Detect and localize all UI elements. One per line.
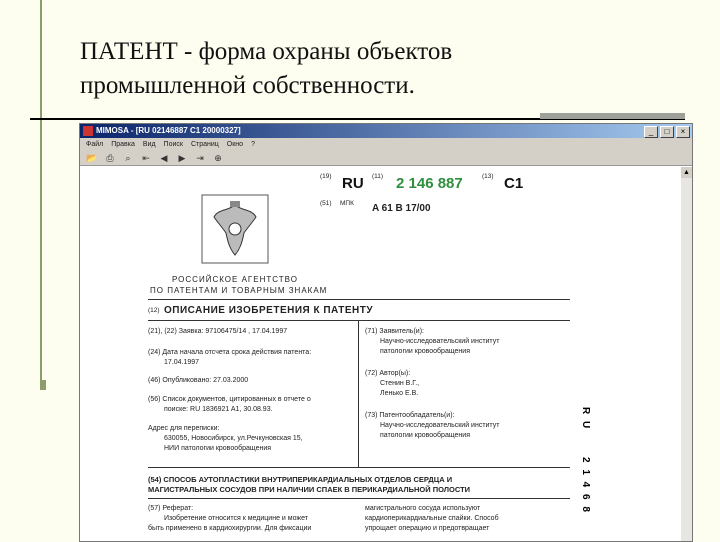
- divider: [148, 320, 570, 321]
- field-71-line1: Научно-исследовательский институт: [380, 338, 500, 345]
- patent-number: 2 146 887: [396, 175, 463, 192]
- next-page-icon[interactable]: ▶: [178, 152, 186, 163]
- agency-name-line1: РОССИЙСКОЕ АГЕНТСТВО: [172, 275, 298, 284]
- slide-left-margin: [0, 0, 40, 540]
- maximize-button[interactable]: □: [660, 126, 674, 138]
- field-71-line2: патологии кровообращения: [380, 348, 470, 355]
- field-57: (57) Реферат:: [148, 505, 194, 512]
- country-code: RU: [342, 175, 364, 192]
- menu-bar: [80, 138, 692, 150]
- field-56: (56) Список документов, цитированных в отчете о: [148, 396, 311, 403]
- title-underline-accent: [540, 113, 685, 119]
- zoom-icon[interactable]: ⊕: [214, 152, 222, 163]
- vertical-scrollbar[interactable]: [681, 167, 692, 541]
- address-line1: 630055, Новосибирск, ул.Речкуновская 15,: [164, 435, 303, 442]
- code-51: (51): [320, 200, 332, 207]
- window-titlebar[interactable]: [80, 124, 692, 138]
- menu-edit[interactable]: Правка: [111, 140, 135, 148]
- address-label: Адрес для переписки:: [148, 425, 220, 432]
- print-icon[interactable]: ⎙: [106, 152, 114, 163]
- abstract-left-line2: быть применено в кардиохирургии. Для фиксации: [148, 525, 312, 532]
- divider: [148, 498, 570, 499]
- close-button[interactable]: ×: [676, 126, 690, 138]
- document-heading: ОПИСАНИЕ ИЗОБРЕТЕНИЯ К ПАТЕНТУ: [164, 305, 374, 316]
- field-24: (24) Дата начала отсчета срока действия патента:: [148, 349, 312, 356]
- menu-help[interactable]: ?: [251, 140, 255, 148]
- classification: A 61 B 17/00: [372, 203, 431, 214]
- menu-pages[interactable]: Страниц: [190, 140, 219, 148]
- menu-file[interactable]: Файл: [86, 140, 104, 148]
- menu-view[interactable]: Вид: [142, 140, 156, 148]
- patent-document: [80, 167, 680, 541]
- code-13: (13): [482, 173, 494, 180]
- code-19: (19): [320, 173, 332, 180]
- field-24-date: 17.04.1997: [164, 359, 200, 366]
- mpk-label: МПК: [340, 200, 354, 207]
- field-21-22: (21), (22) Заявка: 97106475/14 , 17.04.1997: [148, 328, 288, 335]
- address-line2: НИИ патологии кровообращения: [164, 445, 272, 452]
- field-71: (71) Заявитель(и):: [365, 328, 424, 335]
- side-patent-number: 2 1 4 6 8: [580, 457, 591, 514]
- abstract-right-line1: магистрального сосуда используют: [365, 505, 481, 512]
- abstract-left-line1: Изобретение относится к медицине и может: [164, 515, 308, 522]
- menu-window[interactable]: Окно: [226, 140, 244, 148]
- field-72-author2: Ленько Е.В.: [380, 390, 419, 397]
- divider: [148, 299, 570, 300]
- toolbar: [80, 150, 692, 166]
- code-11: (11): [372, 173, 384, 180]
- menu-search[interactable]: Поиск: [163, 140, 183, 148]
- last-page-icon[interactable]: ⇥: [196, 152, 204, 163]
- first-page-icon[interactable]: ⇤: [142, 152, 150, 163]
- divider: [148, 467, 570, 468]
- field-54-line2: МАГИСТРАЛЬНЫХ СОСУДОВ ПРИ НАЛИЧИИ СПАЕК В ПЕРИКАРДИАЛЬНОЙ ПОЛОСТИ: [148, 485, 471, 494]
- coat-of-arms-emblem: [200, 193, 270, 265]
- field-54-line1: (54) СПОСОБ АУТОПЛАСТИКИ ВНУТРИПЕРИКАРДИАЛЬНЫХ ОТДЕЛОВ СЕРДЦА И: [148, 475, 453, 484]
- kind-code: C1: [504, 175, 524, 192]
- open-icon[interactable]: 📂: [86, 152, 98, 163]
- field-46: (46) Опубликовано: 27.03.2000: [148, 377, 249, 384]
- abstract-right-line2: кардиоперикардиальные спайки. Способ: [365, 515, 499, 522]
- agency-name-line2: ПО ПАТЕНТАМ И ТОВАРНЫМ ЗНАКАМ: [150, 286, 328, 295]
- search-icon[interactable]: ⌕: [125, 152, 131, 163]
- field-56-ref: поиске: RU 1836921 A1, 30.08.93.: [164, 406, 273, 413]
- field-73-line2: патологии кровообращения: [380, 432, 470, 439]
- slide-title-line1: ПАТЕНТ - форма охраны объектов: [80, 38, 453, 65]
- embedded-app-window: [79, 123, 693, 542]
- slide-title-line2: промышленной собственности.: [80, 72, 415, 99]
- scroll-up-icon[interactable]: ▲: [681, 167, 692, 178]
- field-73: (73) Патентообладатель(и):: [365, 412, 455, 419]
- minimize-button[interactable]: _: [644, 126, 658, 138]
- field-73-line1: Научно-исследовательский институт: [380, 422, 500, 429]
- side-country-code: R U: [580, 407, 591, 431]
- slide-title: [80, 35, 600, 103]
- slide-left-rule-accent: [40, 380, 46, 390]
- app-icon: [83, 126, 93, 136]
- slide-left-rule: [40, 0, 42, 380]
- column-divider: [358, 320, 359, 467]
- field-72-author1: Стенин В.Г.,: [380, 380, 420, 387]
- window-title: MIMOSA - [RU 02146887 C1 20000327]: [96, 126, 241, 135]
- field-72: (72) Автор(ы):: [365, 370, 411, 377]
- abstract-right-line3: упрощает операцию и предотвращает: [365, 525, 490, 532]
- code-12: (12): [148, 307, 160, 314]
- prev-page-icon[interactable]: ◀: [160, 152, 168, 163]
